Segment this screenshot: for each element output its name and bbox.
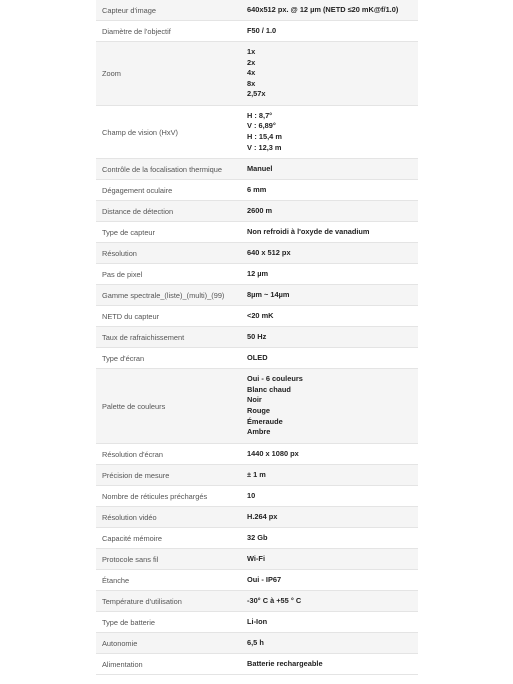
spec-label: Résolution	[102, 248, 137, 258]
spec-value	[241, 348, 418, 368]
spec-value	[241, 180, 418, 200]
spec-value-line: ± 1 m	[247, 469, 266, 479]
spec-value-line: 2600 m	[247, 205, 273, 215]
spec-label: Résolution vidéo	[102, 512, 157, 522]
spec-value-line: Non refroidi à l'oxyde de vanadium	[247, 226, 370, 236]
spec-row	[96, 21, 418, 42]
spec-row	[96, 348, 418, 369]
spec-value-line: 2x	[247, 57, 256, 67]
spec-label: Nombre de réticules préchargés	[102, 491, 208, 501]
spec-label: Dégagement oculaire	[102, 185, 173, 195]
spec-value-line: V : 12,3 m	[247, 142, 282, 152]
spec-row	[96, 549, 418, 570]
spec-label: Contrôle de la focalisation thermique	[102, 164, 222, 174]
spec-label: Protocole sans fil	[102, 554, 159, 564]
spec-value	[241, 243, 418, 263]
spec-label: Gamme spectrale_(liste)_(multi)_(99)	[102, 290, 225, 300]
spec-value-line: 6,5 h	[247, 637, 264, 647]
spec-value-line: Wi-Fi	[247, 553, 265, 563]
spec-label: Zoom	[102, 69, 121, 78]
spec-row	[96, 444, 418, 465]
spec-value-line: Rouge	[247, 406, 270, 415]
spec-value-line: 8x	[247, 78, 256, 88]
spec-value-line: Ambre	[247, 427, 271, 437]
spec-value-line: Oui - 6 couleurs	[247, 374, 303, 384]
spec-label: Alimentation	[102, 659, 143, 669]
spec-value-line: H : 15,4 m	[247, 132, 282, 141]
spec-row	[96, 570, 418, 591]
spec-row	[96, 243, 418, 264]
spec-value	[241, 444, 418, 464]
spec-label: Type de capteur	[102, 227, 156, 237]
spec-value-line: 32 Gb	[247, 532, 268, 542]
spec-value	[241, 465, 418, 485]
spec-row	[96, 285, 418, 306]
spec-label: Capteur d'image	[102, 5, 156, 15]
spec-value	[241, 528, 418, 548]
spec-value-line: Li-Ion	[247, 616, 268, 626]
spec-label: Distance de détection	[102, 206, 174, 216]
spec-label: Diamètre de l'objectif	[102, 26, 171, 36]
spec-value-line: F50 / 1.0	[247, 25, 277, 35]
spec-value	[241, 327, 418, 347]
spec-row	[96, 180, 418, 201]
spec-value	[241, 42, 418, 105]
spec-label: Étanche	[102, 575, 130, 585]
spec-value-line: 1440 x 1080 px	[247, 448, 299, 458]
spec-value-line: -30° C à +55 ° C	[247, 595, 302, 605]
spec-value	[241, 264, 418, 284]
spec-row	[96, 264, 418, 285]
spec-row	[96, 42, 418, 106]
spec-row	[96, 106, 418, 159]
spec-value-line: 6 mm	[247, 184, 267, 194]
spec-value	[241, 159, 418, 179]
spec-value	[241, 0, 418, 20]
spec-value-line: 12 µm	[247, 268, 269, 278]
spec-label: Type de batterie	[102, 617, 156, 627]
spec-label: Capacité mémoire	[102, 533, 162, 543]
spec-value	[241, 285, 418, 305]
spec-value	[241, 222, 418, 242]
spec-value	[241, 570, 418, 590]
spec-row	[96, 591, 418, 612]
spec-label: Autonomie	[102, 638, 138, 648]
spec-value	[241, 486, 418, 506]
spec-value-line: H : 8,7°	[247, 110, 273, 120]
spec-label: Pas de pixel	[102, 269, 143, 279]
spec-value-line: H.264 px	[247, 511, 278, 521]
spec-row	[96, 0, 418, 21]
spec-value-line: Émeraude	[247, 416, 283, 426]
spec-value	[241, 306, 418, 326]
spec-row	[96, 465, 418, 486]
spec-value-line: V : 6,89°	[247, 121, 276, 131]
spec-value	[241, 633, 418, 653]
spec-label: Résolution d'écran	[102, 449, 163, 459]
spec-row	[96, 306, 418, 327]
spec-value-line: Oui - IP67	[247, 574, 282, 584]
spec-row	[96, 201, 418, 222]
spec-label: Champ de vision (HxV)	[102, 127, 178, 137]
spec-label: Température d'utilisation	[102, 596, 182, 606]
spec-value	[241, 201, 418, 221]
spec-value	[241, 612, 418, 632]
spec-label: Taux de rafraichissement	[102, 332, 185, 342]
spec-row	[96, 612, 418, 633]
spec-value	[241, 591, 418, 611]
spec-row	[96, 654, 418, 675]
spec-value-line: 2,57x	[247, 89, 266, 99]
spec-value	[241, 21, 418, 41]
spec-value-line: 4x	[247, 68, 256, 78]
spec-value-line: Noir	[247, 395, 262, 405]
spec-row	[96, 327, 418, 348]
spec-value-line: 640 x 512 px	[247, 247, 291, 257]
spec-row	[96, 222, 418, 243]
spec-value-line: <20 mK	[247, 310, 274, 320]
spec-row	[96, 486, 418, 507]
spec-value-line: 640x512 px. @ 12 µm (NETD ≤20 mK@f/1.0)	[247, 4, 399, 14]
spec-value	[241, 106, 418, 158]
spec-table	[96, 0, 418, 675]
spec-value	[241, 654, 418, 674]
spec-value	[241, 507, 418, 527]
spec-row	[96, 528, 418, 549]
spec-row	[96, 159, 418, 180]
spec-value-line: OLED	[247, 352, 268, 362]
spec-label: Précision de mesure	[102, 470, 170, 480]
spec-row	[96, 633, 418, 654]
spec-value-line: 1x	[247, 47, 256, 57]
spec-value-line: Batterie rechargeable	[247, 658, 323, 668]
spec-label: Palette de couleurs	[102, 401, 166, 411]
spec-value-line: 8µm ~ 14µm	[247, 289, 290, 299]
spec-row	[96, 507, 418, 528]
spec-label: Type d'écran	[102, 353, 145, 363]
spec-value-line: 50 Hz	[247, 331, 267, 341]
spec-value-line: 10	[247, 490, 256, 500]
spec-row	[96, 369, 418, 444]
spec-value	[241, 549, 418, 569]
spec-value-line: Blanc chaud	[247, 384, 291, 394]
spec-value-line: Manuel	[247, 163, 273, 173]
spec-label: NETD du capteur	[102, 311, 160, 321]
spec-value	[241, 369, 418, 443]
